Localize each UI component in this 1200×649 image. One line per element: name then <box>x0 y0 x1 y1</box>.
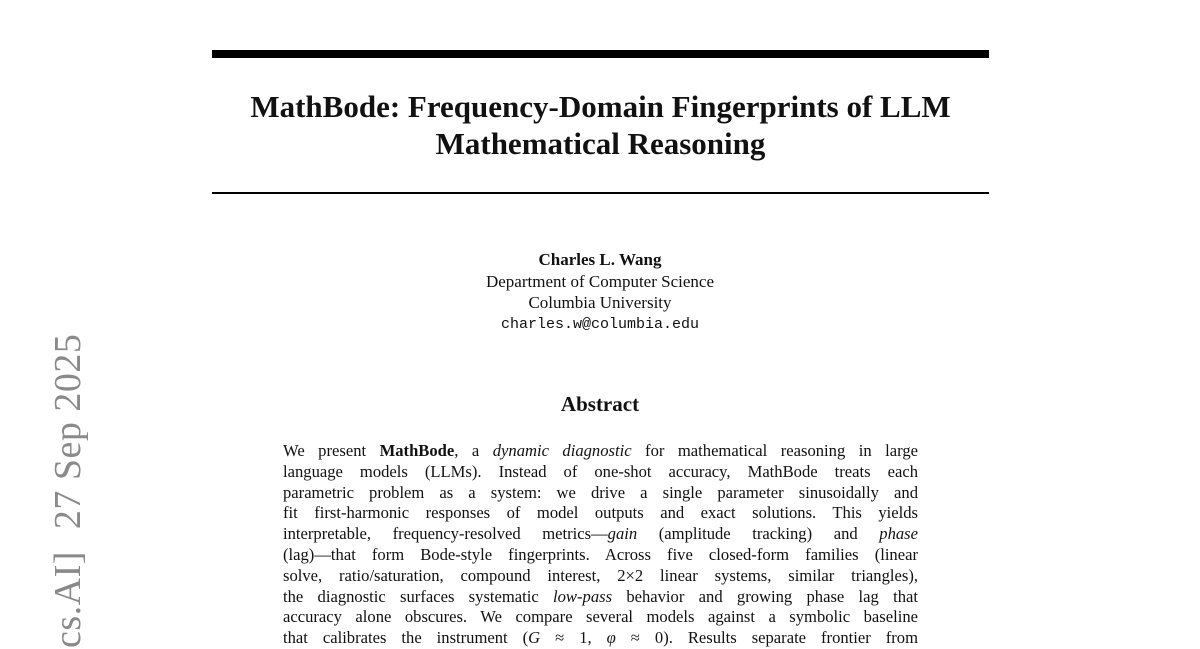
title-line-1: MathBode: Frequency-Domain Fingerprints of LLM <box>250 89 951 124</box>
abstract-line: We present MathBode, a dynamic diagnostic for mathematical reasoning in large <box>283 441 918 460</box>
abstract-line: interpretable, frequency-resolved metrics—gain (amplitude tracking) and phase <box>283 524 918 544</box>
abstract-line: (lag)—that form Bode-style fingerprints. Across five closed-form families (linear <box>283 544 918 564</box>
author-email[interactable]: charles.w@columbia.edu <box>500 315 700 333</box>
title-top-rule <box>212 50 989 58</box>
author-department: Department of Computer Science <box>485 271 714 291</box>
paper-title <box>212 88 989 162</box>
arxiv-stamp <box>48 334 88 648</box>
title-line-2: Mathematical Reasoning <box>435 126 766 161</box>
arxiv-category: cs.AI] <box>47 551 89 648</box>
author-name: Charles L. Wang <box>538 250 662 269</box>
abstract-body <box>283 441 918 649</box>
author-block <box>300 249 900 336</box>
title-bottom-rule <box>212 192 989 194</box>
abstract-line: solve, ratio/saturation, compound interest, 2×2 linear systems, similar triangles), <box>283 565 918 585</box>
abstract-line: fit first-harmonic responses of model outputs and exact solutions. This yields <box>283 503 918 523</box>
abstract-line: language models (LLMs). Instead of one-shot accuracy, MathBode treats each <box>283 461 918 481</box>
abstract-heading: Abstract <box>560 392 640 416</box>
abstract-line: the diagnostic surfaces systematic low-pass behavior and growing phase lag that <box>283 586 918 606</box>
abstract-line: parametric problem as a system: we drive a single parameter sinusoidally and <box>283 482 918 502</box>
arxiv-date: 27 Sep 2025 <box>47 333 89 530</box>
author-institution: Columbia University <box>528 293 672 312</box>
abstract-line: that calibrates the instrument (G ≈ 1, φ ≈ 0). Results separate frontier from <box>283 628 919 648</box>
abstract-line: accuracy alone obscures. We compare several models against a symbolic baseline <box>283 607 918 627</box>
